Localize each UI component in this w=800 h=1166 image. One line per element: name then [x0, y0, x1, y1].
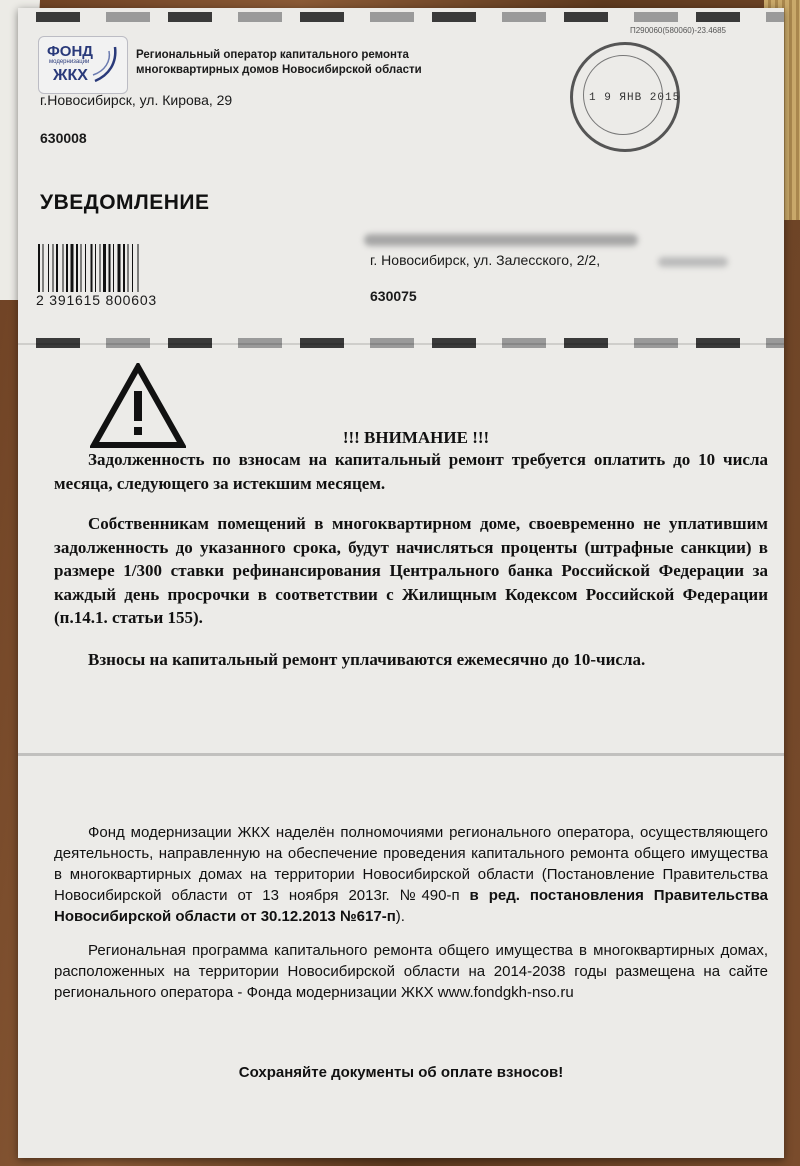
- document-title: УВЕДОМЛЕНИЕ: [40, 191, 210, 214]
- attention-heading: !!! ВНИМАНИЕ !!!: [342, 428, 490, 447]
- info-paragraph: Фонд модернизации ЖКХ наделён полномочиями регионального оператора, осуществляющего деятельность, направленную на обеспечение проведения капитального ремонта общего имущества в многоквартирных домах на территории Новосибирской области (Постановление Правительства Новосибирской области от 13 ноября 2013г. №490-п в ред. постановления Правительства Новосибирской области от 30.12.2013 №617-п).: [54, 824, 769, 925]
- notice-paragraph: Взносы на капитальный ремонт уплачиваются ежемесячно до 10-числа.: [88, 650, 646, 669]
- logo-text: ЖКХ: [53, 67, 88, 84]
- recipient-zip: 630075: [370, 288, 417, 304]
- closing-note: Сохраняйте документы об оплате взносов!: [238, 1064, 564, 1081]
- logo-text: ФОНД: [47, 43, 93, 60]
- redacted-recipient-name: [364, 234, 638, 246]
- notice-sheet: [18, 8, 784, 1158]
- logo-swoosh-icon: [91, 45, 121, 85]
- postmark-date: 1 9 ЯНВ 2015: [589, 92, 681, 104]
- sender-address: г.Новосибирск, ул. Кирова, 29: [40, 92, 233, 108]
- logo-text: модернизации: [49, 59, 90, 65]
- redacted-apartment: [658, 257, 728, 267]
- envelope-stripe-top: [18, 12, 784, 22]
- fund-logo: [38, 36, 128, 94]
- barcode-number: 2 391615 800603: [36, 292, 157, 308]
- recipient-address: г. Новосибирск, ул. Залесского, 2/2,: [370, 252, 601, 268]
- postmark-stamp: [570, 42, 680, 152]
- organization-name: Региональный оператор капитального ремонта многоквартирных домов Новосибирской области: [136, 49, 422, 76]
- print-code: П290060(580060)-23.4685: [629, 26, 726, 35]
- barcode: [36, 244, 196, 292]
- notice-paragraph: Задолженность по взносам на капитальный ремонт требуется оплатить до 10 числа месяца, следующего за истекшим месяцем.: [54, 450, 768, 493]
- sender-zip: 630008: [40, 130, 87, 146]
- info-paragraph: Региональная программа капитального ремонта общего имущества в многоквартирных домах, расположенных на территории Новосибирской области на 2014-2038 годы размещена на сайте регионального оператора - Фонда модернизации ЖКХ www.fondgkh-nso.ru: [54, 942, 768, 1001]
- fold-line: [18, 753, 784, 756]
- fold-line: [18, 343, 784, 345]
- notice-paragraph: Собственникам помещений в многоквартирном доме, своевременно не уплатившим задолженность до указанного срока, будут начисляться проценты (штрафные санкции) в размере 1/300 ставки рефинансирования Центрального банка Российской Федерации за каждый день просрочки в соответствии с Жилищным Кодексом Российской Федерации (п.14.1. статьи 155).: [54, 514, 768, 627]
